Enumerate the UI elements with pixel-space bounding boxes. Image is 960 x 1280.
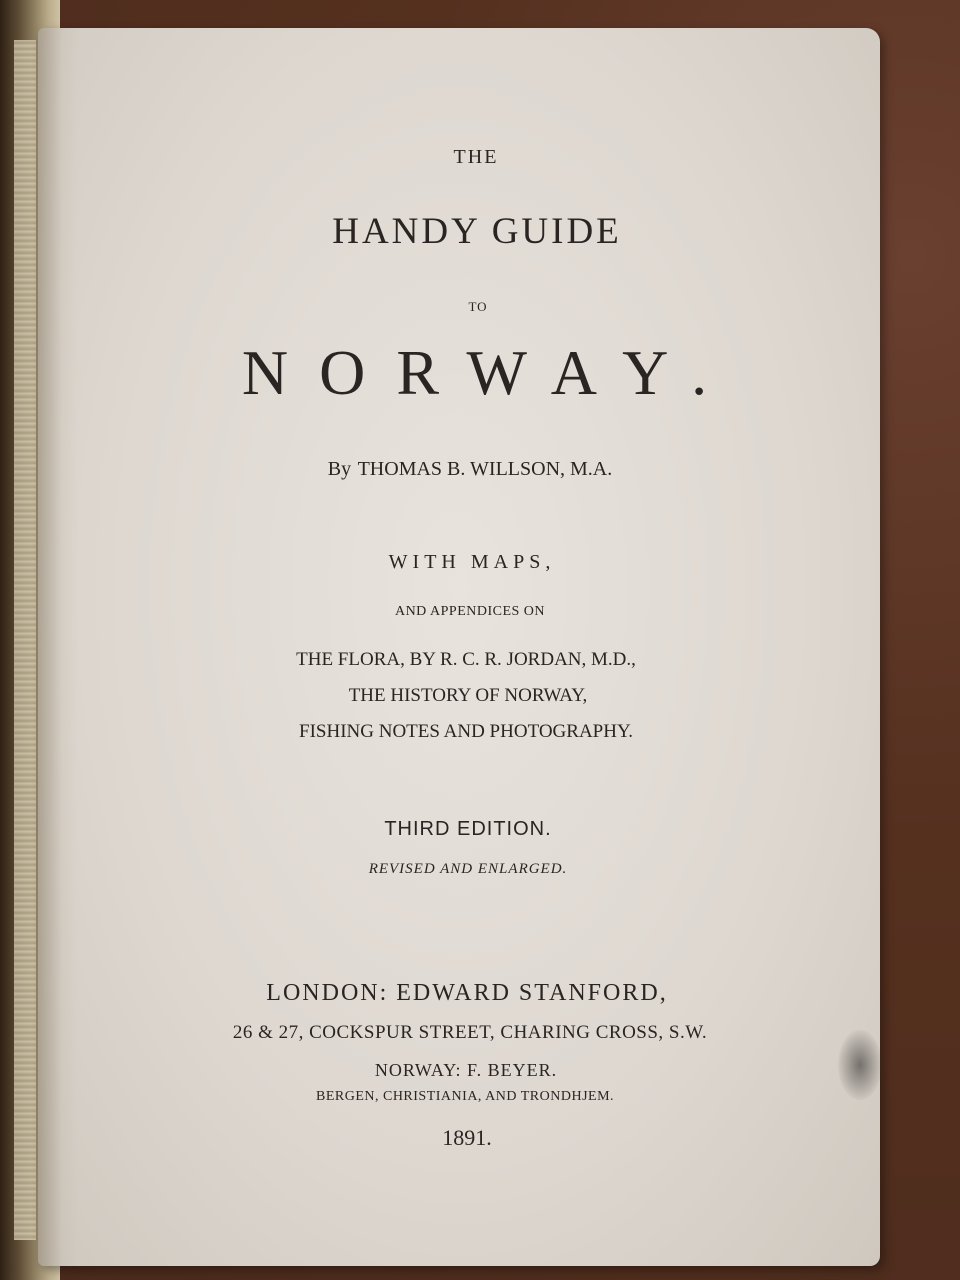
appendices-heading: AND APPENDICES ON (394, 604, 546, 619)
publisher-norway: NORWAY: F. BEYER. (374, 1060, 558, 1080)
edition: THIRD EDITION. (384, 818, 552, 840)
author-prefix: By (327, 458, 352, 480)
appendix-fishing: FISHING NOTES AND PHOTOGRAPHY. (299, 721, 633, 742)
publication-year: 1891. (442, 1125, 492, 1150)
publisher-address: 26 & 27, COCKSPUR STREET, CHARING CROSS, S.W. (232, 1022, 708, 1043)
norway-cities: BERGEN, CHRISTIANIA, AND TRONDHJEM. (315, 1089, 615, 1104)
title-handy-guide: HANDY GUIDE (332, 211, 622, 252)
title-norway: NORWAY. (241, 337, 739, 408)
publisher-london: LONDON: EDWARD STANFORD, (266, 980, 668, 1006)
appendix-history: THE HISTORY OF NORWAY, (348, 685, 588, 706)
author-line (0, 452, 950, 482)
title-the: THE (453, 146, 499, 168)
title-to: TO (468, 299, 488, 314)
author-name: THOMAS B. WILLSON, M.A. (357, 458, 613, 480)
revised-enlarged: REVISED AND ENLARGED. (368, 861, 568, 877)
appendix-flora: THE FLORA, BY R. C. R. JORDAN, M.D., (296, 649, 636, 670)
with-maps: WITH MAPS, (388, 551, 556, 573)
